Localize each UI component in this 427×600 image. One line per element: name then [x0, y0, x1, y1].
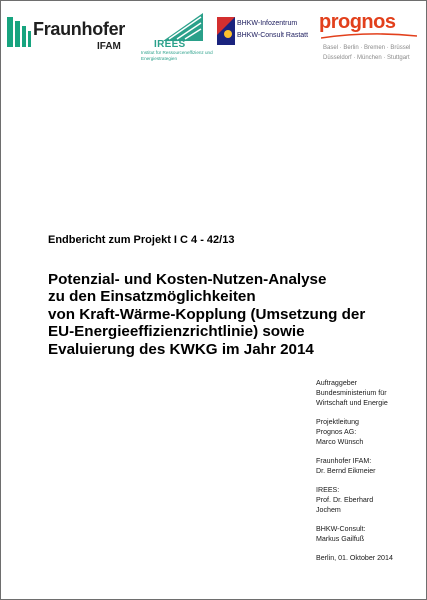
fraunhofer-name: Fraunhofer [33, 19, 126, 39]
title-line: Potenzial- und Kosten-Nutzen-Analyse [48, 271, 327, 288]
bhkw-flag-icon [217, 17, 235, 45]
report-title [48, 271, 420, 358]
irees-mark-icon [163, 13, 203, 41]
title-line: EU-Energieeffizienzrichtlinie) sowie [48, 323, 305, 341]
lead-line: Marco Wünsch [316, 438, 364, 446]
date-line: Berlin, 01. Oktober 2014 [316, 554, 393, 562]
irees-subtitle: Institut für Ressourceneffizienz und Energiestrategien [141, 50, 213, 61]
fraunhofer-institute: IFAM [97, 41, 121, 52]
prognos-name: prognos [319, 11, 396, 33]
lead-label: Projektleitung [316, 418, 359, 426]
bhkw-line-2: BHKW-Consult Rastatt [237, 32, 309, 39]
fraunhofer-line: Dr. Bernd Eikmeier [316, 467, 376, 475]
lead-block [316, 417, 424, 447]
bhkw-line: Markus Gailfuß [316, 535, 365, 543]
irees-logo [133, 13, 213, 63]
client-line: Wirtschaft und Energie [316, 399, 388, 407]
report-number: Endbericht zum Projekt I C 4 - 42/13 [48, 234, 235, 246]
prognos-cities-line-2: Düsseldorf · München · Stuttgart [323, 55, 410, 61]
title-line: von Kraft-Wärme-Kopplung (Umsetzung der [48, 305, 366, 323]
client-label: Auftraggeber [316, 379, 358, 387]
project-info-block [316, 378, 424, 563]
irees-block [316, 485, 424, 515]
prognos-logo [319, 11, 419, 69]
irees-line: Jochem [316, 506, 341, 514]
client-line: Bundesministerium für [316, 389, 387, 397]
irees-line: Prof. Dr. Eberhard [316, 496, 374, 504]
client-block [316, 378, 424, 408]
prognos-cities-line-1: Basel · Berlin · Bremen · Brüssel [323, 45, 411, 51]
lead-line: Prognos AG: [316, 428, 357, 436]
prognos-swoosh-icon [321, 33, 417, 39]
title-line: Evaluierung des KWKG im Jahr 2014 [48, 340, 314, 358]
fraunhofer-logo [7, 11, 125, 59]
prognos-cities [323, 43, 423, 63]
fraunhofer-block [316, 456, 424, 476]
fraunhofer-label: Fraunhofer IFAM: [316, 457, 372, 465]
irees-name: IREES [154, 39, 186, 50]
irees-label: IREES: [316, 486, 340, 494]
bhkw-block [316, 524, 424, 544]
bhkw-line-1: BHKW-Infozentrum [237, 20, 298, 27]
title-line: zu den Einsatzmöglichkeiten [48, 288, 256, 306]
bhkw-label: BHKW-Consult: [316, 525, 366, 533]
bhkw-logo [217, 17, 317, 47]
